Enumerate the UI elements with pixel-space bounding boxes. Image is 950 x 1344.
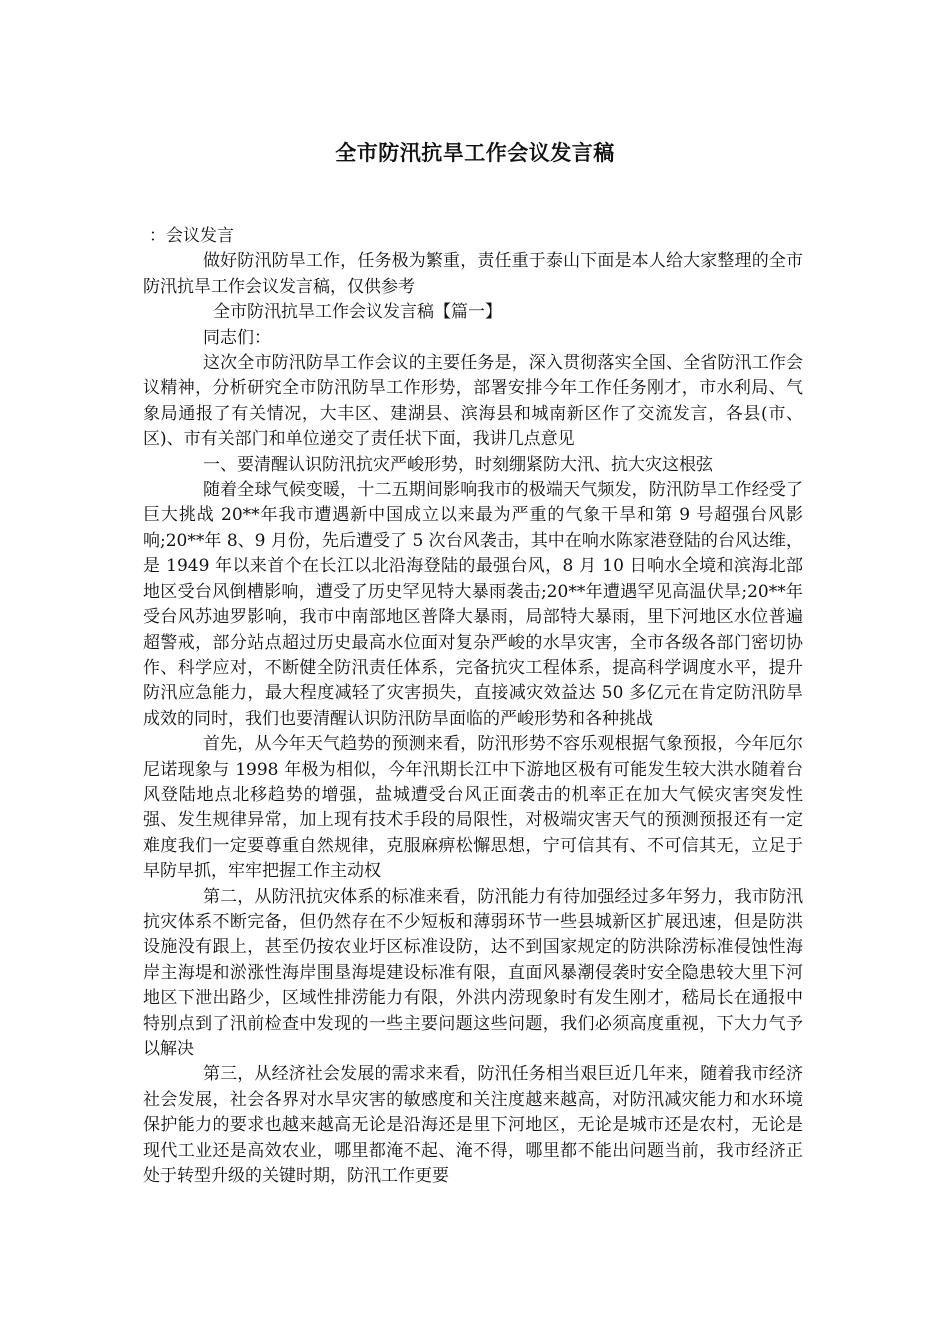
paragraph: 首先，从今年天气趋势的预测来看，防汛形势不容乐观根据气象预报，今年厄尔尼诺现象与 1998 年极为相似，今年汛期长江中下游地区极有可能发生较大洪水随着台风登陆地点北移趋势的增强，盐城遭受台风正面袭击的机率正在加大气候灾害突发性强、发生规律异常，加上现有技术手段的局限性，对极端灾害天气的预测预报还有一定难度我们一定要尊重自然规律，克服麻痹松懈思想，宁可信其有、不可信其无，立足于早防早抓，牢牢把握工作主动权: [143, 734, 803, 882]
paragraph: ：会议发言: [149, 226, 234, 246]
paragraph: 同志们：: [203, 327, 271, 348]
paragraph: 这次全市防汛防旱工作会议的主要任务是，深入贯彻落实全国、全省防汛工作会议精神，分析研究全市防汛防旱工作形势，部署安排今年工作任务刚才，市水利局、气象局通报了有关情况，大丰区、建湖县、滨海县和城南新区作了交流发言，各县(市、区)、市有关部门和单位递交了责任状下面，我讲几点意见: [143, 353, 803, 450]
document-body: [143, 224, 803, 1189]
paragraph: 全市防汛抗旱工作会议发言稿【篇一】: [213, 302, 502, 323]
document-title: 全市防汛抗旱工作会议发言稿: [335, 140, 615, 165]
paragraph: 第二，从防汛抗灾体系的标准来看，防汛能力有待加强经过多年努力，我市防汛抗灾体系不断完备，但仍然存在不少短板和薄弱环节一些县城新区扩展迅速，但是防洪设施没有跟上，甚至仍按农业圩区标准设防，达不到国家规定的防洪除涝标准侵蚀性海岸主海堤和淤涨性海岸围垦海堤建设标准有限，直面风暴潮侵袭时安全隐患较大里下河地区下泄出路少，区域性排涝能力有限，外洪内涝现象时有发生刚才，嵇局长在通报中特别点到了汛前检查中发现的一些主要问题这些问题，我们必须高度重视，下大力气予以解决: [143, 886, 803, 1059]
paragraph: 一、要清醒认识防汛抗灾严峻形势，时刻绷紧防大汛、抗大灾这根弦: [203, 454, 713, 475]
paragraph: 第三，从经济社会发展的需求来看，防汛任务相当艰巨近几年来，随着我市经济社会发展，社会各界对水旱灾害的敏感度和关注度越来越高，对防汛减灾能力和水环境保护能力的要求也越来越高无论是沿海还是里下河地区，无论是城市还是农村，无论是现代工业还是高效农业，哪里都淹不起、淹不得，哪里都不能出问题当前，我市经济正处于转型升级的关键时期，防汛工作更要: [143, 1064, 803, 1187]
paragraph: 做好防汛防旱工作，任务极为繁重，责任重于泰山下面是本人给大家整理的全市防汛抗旱工作会议发言稿，仅供参考: [143, 251, 803, 297]
paragraph: 随着全球气候变暖，十二五期间影响我市的极端天气频发，防汛防旱工作经受了巨大挑战 20**年我市遭遇新中国成立以来最为严重的气象干旱和第 9 号超强台风影响;20**年 8、9 月份，先后遭受了 5 次台风袭击，其中在响水陈家港登陆的台风达维，是 1949 年以来首个在长江以北沿海登陆的最强台风，8 月 10 日响水全境和滨海北部地区受台风倒槽影响，遭受了历史罕见特大暴雨袭击;20**年遭遇罕见高温伏旱;20**年受台风苏迪罗影响，我市中南部地区普降大暴雨，局部特大暴雨，里下河地区水位普遍超警戒，部分站点超过历史最高水位面对复杂严峻的水旱灾害，全市各级各部门密切协作、科学应对，不断健全防汛责任体系，完备抗灾工程体系，提高科学调度水平，提升防汛应急能力，最大程度减轻了灾害损失，直接减灾效益达 50 多亿元在肯定防汛防旱成效的同时，我们也要清醒认识防汛防旱面临的严峻形势和各种挑战: [143, 480, 803, 729]
